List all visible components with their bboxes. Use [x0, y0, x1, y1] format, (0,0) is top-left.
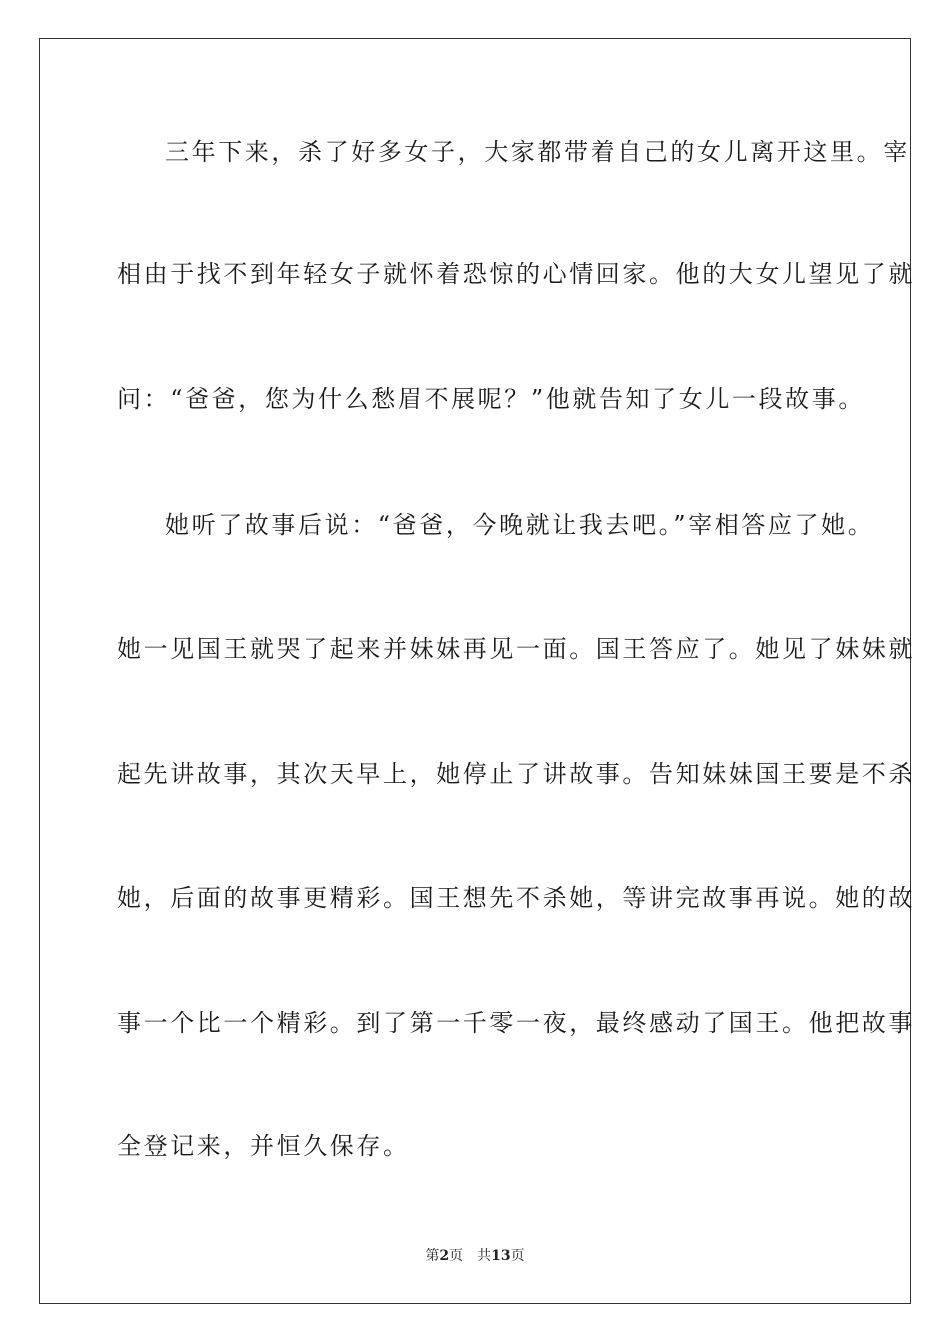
- text-line-5: 她一见国王就哭了起来并妹妹再见一面。国王答应了。她见了妹妹就: [117, 635, 915, 663]
- page-frame: [39, 38, 915, 1304]
- total-prefix: 共: [477, 1248, 492, 1264]
- page-current: 2: [439, 1248, 450, 1264]
- text-line-9: 全登记来，并恒久保存。: [117, 1132, 410, 1160]
- text-line-3: 问：“爸爸，您为什么愁眉不展呢？”他就告知了女儿一段故事。: [117, 385, 865, 413]
- text-line-8: 事一个比一个精彩。到了第一千零一夜，最终感动了国王。他把故事: [117, 1009, 915, 1037]
- page-prefix: 第: [425, 1248, 440, 1264]
- text-line-6: 起先讲故事，其次天早上，她停止了讲故事。告知妹妹国王要是不杀: [117, 760, 915, 788]
- page-total: 13: [491, 1248, 511, 1264]
- page-unit: 页: [449, 1248, 464, 1264]
- text-line-7: 她，后面的故事更精彩。国王想先不杀她，等讲完故事再说。她的故: [117, 884, 915, 912]
- total-unit: 页: [510, 1248, 525, 1264]
- page-footer: [0, 1246, 950, 1266]
- text-line-2: 相由于找不到年轻女子就怀着恐惊的心情回家。他的大女儿望见了就: [117, 260, 915, 288]
- text-line-4: 她听了故事后说：“爸爸，今晚就让我去吧。”宰相答应了她。: [165, 511, 875, 539]
- text-line-1: 三年下来，杀了好多女子，大家都带着自己的女儿离开这里。宰: [165, 138, 910, 166]
